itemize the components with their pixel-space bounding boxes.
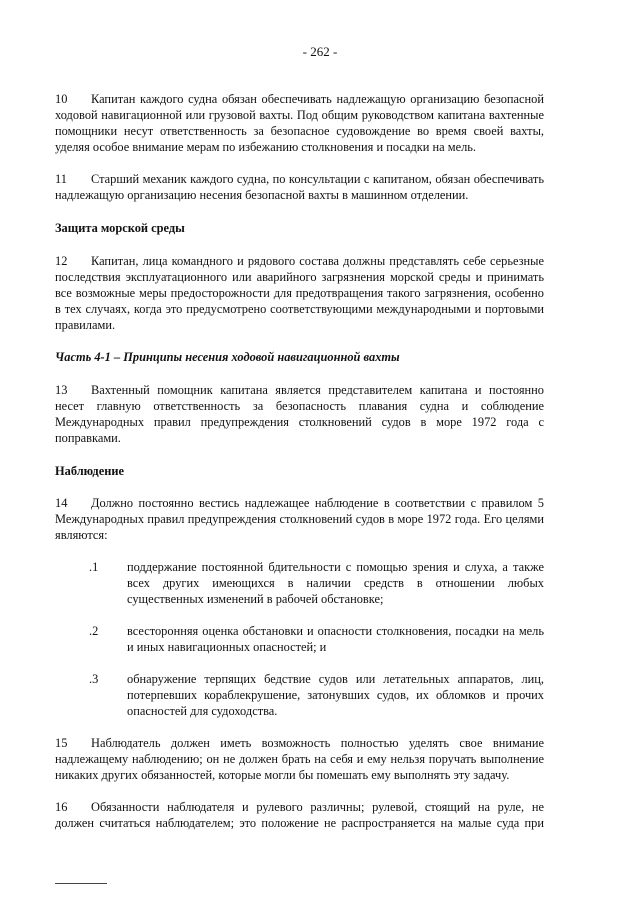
paragraph-10 (55, 91, 544, 155)
paragraph-text: Капитан каждого судна обязан обеспечивать надлежащую организацию безопасной ходовой навигационной или грузовой вахты. Под общим руководством капитана вахтенные помощники несут ответственность за безопасное судовождение во время своей вахты, уделяя особое внимание мерам по избежанию столкновения и посадки на мель. (55, 92, 544, 154)
document-body (55, 91, 544, 831)
section-heading-part-4-1: Часть 4-1 – Принципы несения ходовой навигационной вахты (55, 350, 400, 364)
paragraph-number: 15 (55, 736, 68, 750)
paragraph-text: Капитан, лица командного и рядового состава должны представлять себе серьезные последствия эксплуатационного или аварийного загрязнения морской среды и принимать все возможные меры предосторожности для предотвращения такого загрязнения, особенно в тех случаях, когда это предусмотрено соответствующими международными и портовыми правилами. (55, 254, 544, 332)
section-heading-lookout: Наблюдение (55, 464, 124, 478)
paragraph-text: Обязанности наблюдателя и рулевого различны; рулевой, стоящий на руле, не должен считаться наблюдателем; это положение не распространяется на малые суда при (55, 800, 544, 830)
paragraph-text: Вахтенный помощник капитана является представителем капитана и постоянно несет главную ответственность за безопасность плавания судна и соблюдение Международных правил предупреждения столкновений судов в море 1972 года с поправками. (55, 383, 544, 445)
list-item-3 (55, 671, 544, 719)
list-item-number: .1 (89, 560, 99, 574)
paragraph-text: Старший механик каждого судна, по консультации с капитаном, обязан обеспечивать надлежащую организацию несения безопасной вахты в машинном отделении. (55, 172, 544, 202)
paragraph-number: 10 (55, 92, 68, 106)
paragraph-number: 13 (55, 383, 68, 397)
paragraph-15 (55, 735, 544, 783)
paragraph-number: 16 (55, 800, 68, 814)
list-item-number: .3 (89, 672, 99, 686)
paragraph-11 (55, 171, 544, 203)
paragraph-16 (55, 799, 544, 831)
page-number: - 262 - (302, 44, 338, 59)
paragraph-12 (55, 253, 544, 333)
list-item-text: всесторонняя оценка обстановки и опасности столкновения, посадки на мель и иных навигационных опасностей; и (127, 624, 544, 654)
section-heading-marine-environment: Защита морской среды (55, 221, 185, 235)
paragraph-14 (55, 495, 544, 543)
paragraph-number: 11 (55, 172, 67, 186)
paragraph-text: Должно постоянно вестись надлежащее наблюдение в соответствии с правилом 5 Международных правил предупреждения столкновений судов в море 1972 года. Его целями являются: (55, 496, 544, 542)
paragraph-13 (55, 382, 544, 446)
list-item-text: поддержание постоянной бдительности с помощью зрения и слуха, а также всех других имеющихся в наличии средств в отношении любых существенных изменений в рабочей обстановке; (127, 560, 544, 606)
paragraph-text: Наблюдатель должен иметь возможность полностью уделять свое внимание надлежащему наблюдению; он не должен брать на себя и ему нельзя поручать выполнение никаких других обязанностей, которые могли бы помешать ему выполнять эту задачу. (55, 736, 544, 782)
paragraph-number: 12 (55, 254, 68, 268)
list-item-number: .2 (89, 624, 99, 638)
list-item-2 (55, 623, 544, 655)
list-item-1 (55, 559, 544, 607)
paragraph-number: 14 (55, 496, 68, 510)
list-item-text: обнаружение терпящих бедствие судов или летательных аппаратов, лиц, потерпевших кораблекрушение, затонувших судов, их обломков и прочих опасностей для судоходства. (127, 672, 544, 718)
footnote-divider (55, 883, 107, 884)
